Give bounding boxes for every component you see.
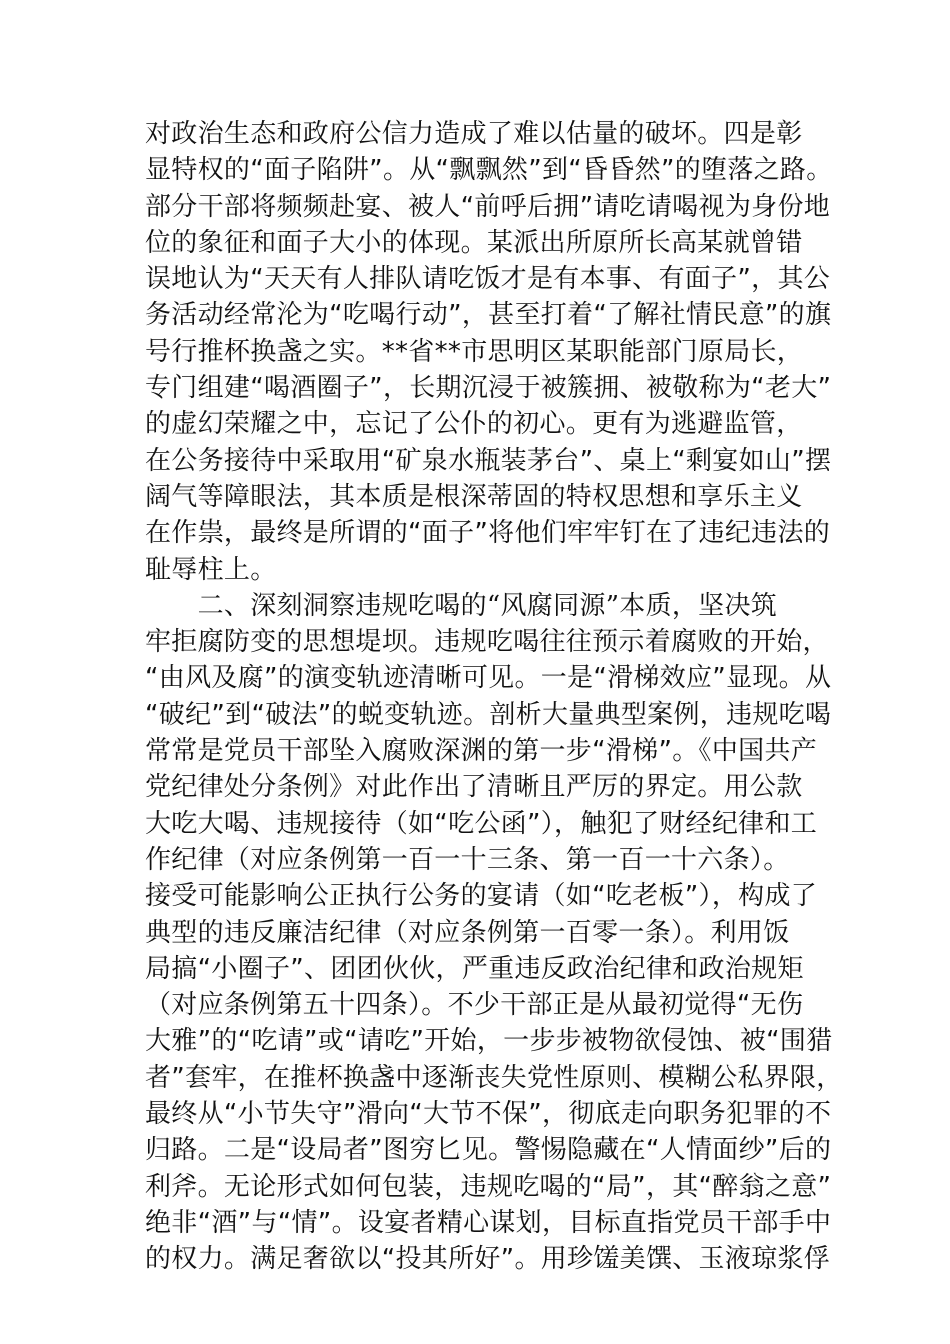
- text-line: （对应条例第五十四条）。不少干部正是从最初觉得“无伤: [145, 990, 804, 1021]
- text-line: 阔气等障眼法，其本质是根深蒂固的特权思想和享乐主义: [145, 481, 803, 512]
- text-line: 大吃大喝、违规接待（如“吃公函”），触犯了财经纪律和工: [145, 808, 818, 839]
- text-line: 号行推杯换盏之实。**省**市思明区某职能部门原局长，: [145, 336, 804, 367]
- text-line: 归路。二是“设局者”图穷匕见。警惕隐藏在“人情面纱”后的: [145, 1135, 832, 1166]
- text-line: 的虚幻荣耀之中，忘记了公仆的初心。更有为逃避监管，: [145, 409, 803, 440]
- text-line: 党纪律处分条例》对此作出了清晰且严厉的界定。用公款: [145, 772, 803, 803]
- text-line: “破纪”到“破法”的蜕变轨迹。剖析大量典型案例，违规吃喝: [145, 699, 832, 730]
- text-line: 在公务接待中采取用“矿泉水瓶装茅台”、桌上“剩宴如山”摆: [145, 445, 832, 476]
- text-line: 常常是党员干部坠入腐败深渊的第一步“滑梯”。《中国共产: [145, 736, 818, 767]
- text-line: 利斧。无论形式如何包装，违规吃喝的“局”，其“醉翁之意”: [145, 1171, 832, 1202]
- text-line: 务活动经常沦为“吃喝行动”，甚至打着“了解社情民意”的旗: [145, 300, 832, 331]
- text-line: 绝非“酒”与“情”。设宴者精心谋划，目标直指党员干部手中: [145, 1207, 832, 1238]
- text-line: 专门组建“喝酒圈子”，长期沉浸于被簇拥、被敬称为“老大”: [145, 373, 832, 404]
- text-line: 误地认为“天天有人排队请吃饭才是有本事、有面子”，其公: [145, 264, 831, 295]
- text-line: 牢拒腐防变的思想堤坝。违规吃喝往往预示着腐败的开始，: [145, 627, 829, 658]
- text-line: 者”套牢，在推杯换盏中逐渐丧失党性原则、模糊公私界限，: [145, 1062, 843, 1093]
- text-line: 位的象征和面子大小的体现。某派出所原所长高某就曾错: [145, 227, 803, 258]
- text-line: 在作祟，最终是所谓的“面子”将他们牢牢钉在了违纪违法的: [145, 518, 831, 549]
- text-line: 的权力。满足奢欲以“投其所好”。用珍馐美馔、玉液琼浆俘: [145, 1244, 831, 1275]
- text-line: 对政治生态和政府公信力造成了难以估量的破坏。四是彰: [145, 119, 803, 149]
- section-heading-line: 二、深刻洞察违规吃喝的“风腐同源”本质，坚决筑: [145, 590, 778, 621]
- text-line: 大雅”的“吃请”或“请吃”开始，一步步被物欲侵蚀、被“围猎: [145, 1026, 833, 1057]
- text-line: 部分干部将频频赴宴、被人“前呼后拥”请吃请喝视为身份地: [145, 191, 831, 222]
- text-line: 局搞“小圈子”、团团伙伙，严重违反政治纪律和政治规矩: [145, 953, 804, 984]
- text-line: “由风及腐”的演变轨迹清晰可见。一是“滑梯效应”显现。从: [145, 663, 832, 694]
- text-line: 显特权的“面子陷阱”。从“飘飘然”到“昏昏然”的堕落之路。: [145, 155, 833, 186]
- text-line: 作纪律（对应条例第一百一十三条、第一百一十六条）。: [145, 844, 790, 875]
- text-line: 耻辱柱上。: [145, 554, 277, 585]
- text-line: 最终从“小节失守”滑向“大节不保”，彻底走向职务犯罪的不: [145, 1099, 832, 1130]
- text-line: 接受可能影响公正执行公务的宴请（如“吃老板”），构成了: [145, 881, 818, 912]
- text-line: 典型的违反廉洁纪律（对应条例第一百零一条）。利用饭: [145, 917, 790, 948]
- body-text: [145, 116, 845, 1278]
